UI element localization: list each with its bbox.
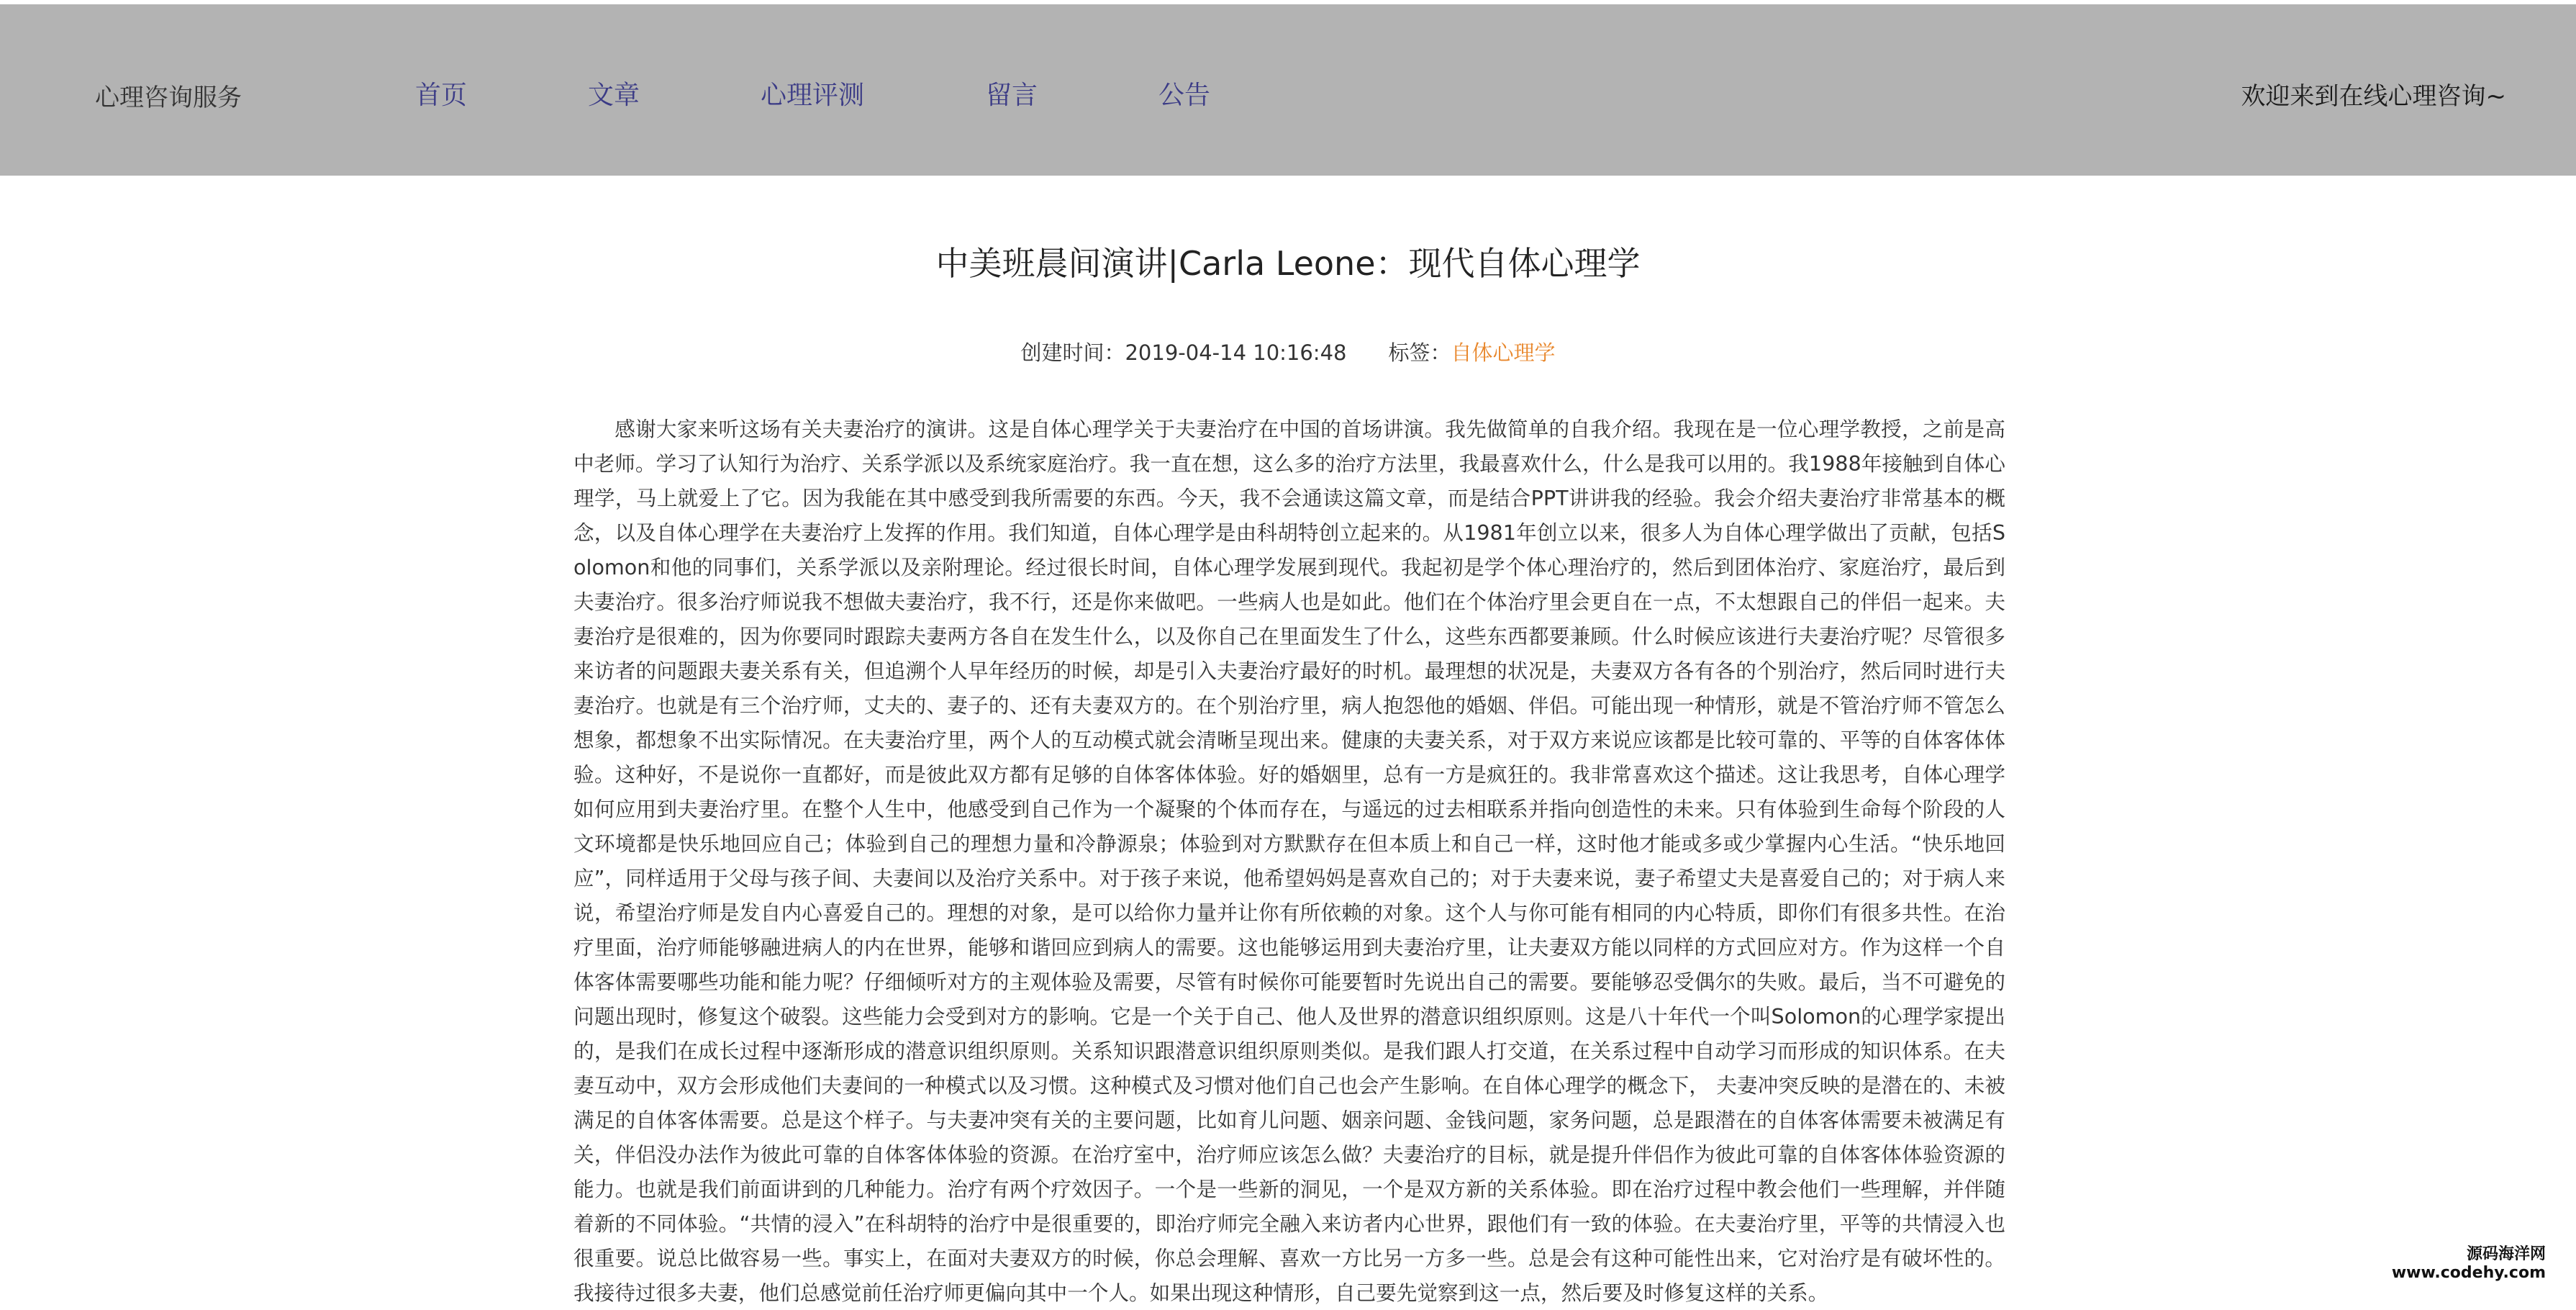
tag-label: 标签： bbox=[1388, 340, 1451, 365]
article-title: 中美班晨间演讲|Carla Leone：现代自体心理学 bbox=[935, 244, 1641, 283]
tag-link[interactable]: 自体心理学 bbox=[1451, 340, 1556, 365]
watermark-url: www.codehy.com bbox=[2391, 1264, 2546, 1282]
top-navbar bbox=[0, 4, 2576, 176]
site-watermark bbox=[2389, 1244, 2549, 1284]
watermark-name: 源码海洋网 bbox=[2466, 1245, 2546, 1263]
nav-messages[interactable]: 留言 bbox=[986, 81, 1038, 110]
article-body: 感谢大家来听这场有关夫妻治疗的演讲。这是自体心理学关于夫妻治疗在中国的首场讲演。我先做简单的自我介绍。我现在是一位心理学教授，之前是高中老师。学习了认知行为治疗、关系学派以及系统家庭治疗。我一直在想，这么多的治疗方法里，我最喜欢什么，什么是我可以用的。我1988年接触到自体心理学，马上就爱上了它。因为我能在其中感受到我所需要的东西。今天，我不会通读这篇文章，而是结合PPT讲讲我的经验。我会介绍夫妻治疗非常基本的概念，以及自体心理学在夫妻治疗上发挥的作用。我们知道，自体心理学是由科胡特创立起来的。从1981年创立以来，很多人为自体心理学做出了贡献，包括Solomon和他的同事们，关系学派以及亲附理论。经过很长时间，自体心理学发展到现代。我起初是学个体心理治疗的，然后到团体治疗、家庭治疗，最后到夫妻治疗。很多治疗师说我不想做夫妻治疗，我不行，还是你来做吧。一些病人也是如此。他们在个体治疗里会更自在一点，不太想跟自己的伴侣一起来。夫妻治疗是很难的，因为你要同时跟踪夫妻两方各自在发生什么，以及你自己在里面发生了什么，这些东西都要兼顾。什么时候应该进行夫妻治疗呢？尽管很多来访者的问题跟夫妻关系有关，但追溯个人早年经历的时候，却是引入夫妻治疗最好的时机。最理想的状况是，夫妻双方各有各的个别治疗，然后同时进行夫妻治疗。也就是有三个治疗师，丈夫的、妻子的、还有夫妻双方的。在个别治疗里，病人抱怨他的婚姻、伴侣。可能出现一种情形，就是不管治疗师不管怎么想象，都想象不出实际情况。在夫妻治疗里，两个人的互动模式就会清晰呈现出来。健康的夫妻关系，对于双方来说应该都是比较可靠的、平等的自体客体体验。这种好，不是说你一直都好，而是彼此双方都有足够的自体客体体验。好的婚姻里，总有一方是疯狂的。我非常喜欢这个描述。这让我思考，自体心理学如何应用到夫妻治疗里。在整个人生中，他感受到自己作为一个凝聚的个体而存在，与遥远的过去相联系并指向创造性的未来。只有体验到生命每个阶段的人文环境都是快乐地回应自己；体验到自己的理想力量和冷静源泉；体验到对方默默存在但本质上和自己一样，这时他才能或多或少掌握内心生活。“快乐地回应”，同样适用于父母与孩子间、夫妻间以及治疗关系中。对于孩子来说，他希望妈妈是喜欢自己的；对于夫妻来说，妻子希望丈夫是喜爱自己的；对于病人来说，希望治疗师是发自内心喜爱自己的。理想的对象，是可以给你力量并让你有所依赖的对象。这个人与你可能有相同的内心特质，即你们有很多共性。在治疗里面，治疗师能够融进病人的内在世界，能够和谐回应到病人的需要。这也能够运用到夫妻治疗里，让夫妻双方能以同样的方式回应对方。作为这样一个自体客体需要哪些功能和能力呢？仔细倾听对方的主观体验及需要，尽管有时候你可能要暂时先说出自己的需要。要能够忍受偶尔的失败。最后，当不可避免的问题出现时，修复这个破裂。这些能力会受到对方的影响。它是一个关于自己、他人及世界的潜意识组织原则。这是八十年代一个叫Solomon的心理学家提出的，是我们在成长过程中逐渐形成的潜意识组织原则。关系知识跟潜意识组织原则类似。是我们跟人打交道，在关系过程中自动学习而形成的知识体系。在夫妻互动中，双方会形成他们夫妻间的一种模式以及习惯。这种模式及习惯对他们自己也会产生影响。在自体心理学的概念下， 夫妻冲突反映的是潜在的、未被满足的自体客体需要。总是这个样子。与夫妻冲突有关的主要问题，比如育儿问题、姻亲问题、金钱问题，家务问题，总是跟潜在的自体客体需要未被满足有关，伴侣没办法作为彼此可靠的自体客体体验的资源。在治疗室中，治疗师应该怎么做？夫妻治疗的目标，就是提升伴侣作为彼此可靠的自体客体体验资源的能力。也就是我们前面讲到的几种能力。治疗有两个疗效因子。一个是一些新的洞见，一个是双方新的关系体验。即在治疗过程中教会他们一些理解，并伴随着新的不同体验。“共情的浸入”在科胡特的治疗中是很重要的，即治疗师完全融入来访者内心世界，跟他们有一致的体验。在夫妻治疗里，平等的共情浸入也很重要。说总比做容易一些。事实上，在面对夫妻双方的时候，你总会理解、喜欢一方比另一方多一些。总是会有这种可能性出来，它对治疗是有破坏性的。我接待过很多夫妻，他们总感觉前任治疗师更偏向其中一个人。如果出现这种情形，自己要先觉察到这一点，然后要及时修复这样的关系。 bbox=[573, 417, 2005, 1305]
site-brand[interactable]: 心理咨询服务 bbox=[95, 83, 242, 112]
nav-articles[interactable]: 文章 bbox=[588, 81, 640, 110]
nav-psych-test[interactable]: 心理评测 bbox=[761, 81, 865, 110]
welcome-text: 欢迎来到在线心理咨询~ bbox=[2241, 82, 2506, 111]
nav-home[interactable]: 首页 bbox=[415, 81, 468, 110]
created-label: 创建时间： bbox=[1020, 340, 1125, 365]
nav-announcements[interactable]: 公告 bbox=[1158, 81, 1211, 110]
created-time: 2019-04-14 10:16:48 bbox=[1125, 340, 1347, 365]
article-meta bbox=[0, 337, 2576, 366]
